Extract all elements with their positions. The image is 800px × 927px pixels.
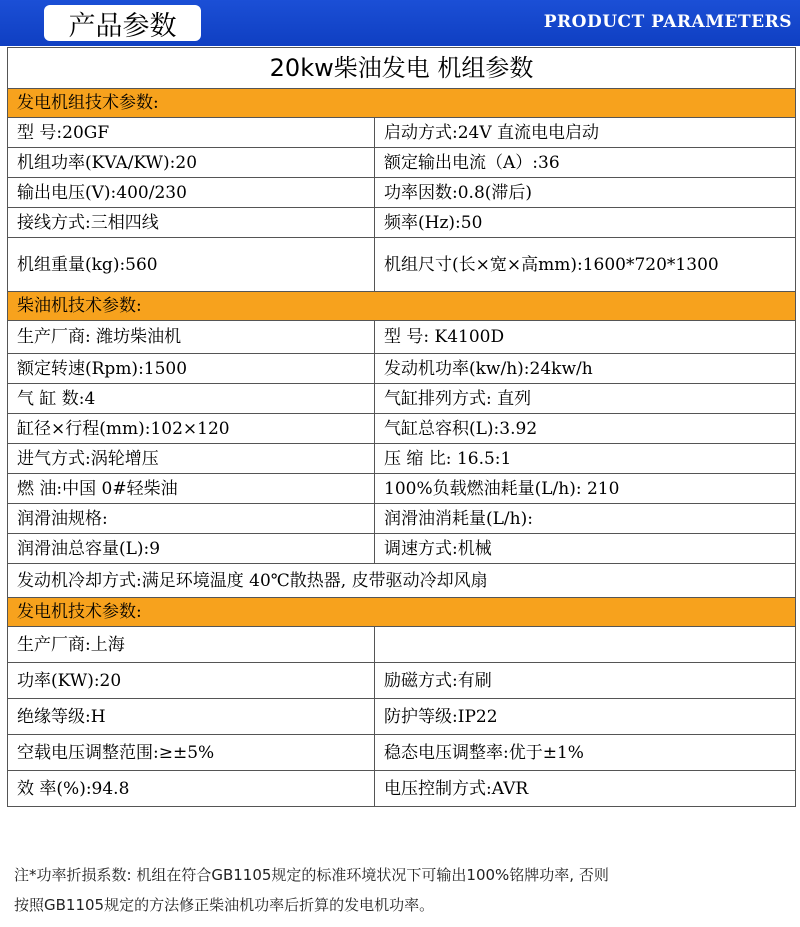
table-cell-full: 发动机冷却方式:满足环境温度 40℃散热器, 皮带驱动冷却风扇 [8,564,796,598]
section-header-row [8,292,796,321]
table-cell: 额定输出电流（A）:36 [375,148,796,178]
table-cell [375,627,796,663]
table-row [8,384,796,414]
table-row [8,474,796,504]
table-row [8,735,796,771]
footnote [14,860,794,920]
parameters-table [7,47,796,807]
table-cell: 发动机功率(kw/h):24kw/h [375,354,796,384]
table-cell: 频率(Hz):50 [375,208,796,238]
footnote-line: 按照GB1105规定的方法修正柴油机功率后折算的发电机功率。 [14,896,435,914]
section-diesel-engine: 柴油机技术参数: [8,292,796,321]
table-cell: 励磁方式:有刷 [375,663,796,699]
section-generator-set: 发电机组技术参数: [8,89,796,118]
table-cell: 额定转速(Rpm):1500 [8,354,375,384]
table-row [8,118,796,148]
table-cell: 调速方式:机械 [375,534,796,564]
table-cell: 型 号: K4100D [375,321,796,354]
table-row [8,178,796,208]
table-cell: 生产厂商:上海 [8,627,375,663]
table-row [8,208,796,238]
table-cell: 100%负载燃油耗量(L/h): 210 [375,474,796,504]
table-cell: 接线方式:三相四线 [8,208,375,238]
table-cell: 润滑油总容量(L):9 [8,534,375,564]
table-row [8,534,796,564]
table-row [8,699,796,735]
table-cell: 燃 油:中国 0#轻柴油 [8,474,375,504]
table-cell: 润滑油规格: [8,504,375,534]
table-cell: 气缸排列方式: 直列 [375,384,796,414]
table-cell: 机组尺寸(长×宽×高mm):1600*720*1300 [375,238,796,292]
section-header-row [8,89,796,118]
table-cell: 输出电压(V):400/230 [8,178,375,208]
table-cell: 功率(KW):20 [8,663,375,699]
table-row [8,148,796,178]
table-title: 20kw柴油发电 机组参数 [8,48,796,89]
table-row [8,564,796,598]
header-title: 产品参数 [44,5,201,41]
table-cell: 生产厂商: 潍坊柴油机 [8,321,375,354]
table-cell: 型 号:20GF [8,118,375,148]
table-row [8,504,796,534]
footnote-line: 注*功率折损系数: 机组在符合GB1105规定的标准环境状况下可输出100%铭牌功率, 否则 [14,866,609,884]
header-subtitle-en: PRODUCT PARAMETERS [543,12,792,32]
table-row [8,354,796,384]
table-cell: 稳态电压调整率:优于±1% [375,735,796,771]
table-row [8,771,796,807]
page-header [0,0,800,46]
table-cell: 机组功率(KVA/KW):20 [8,148,375,178]
table-cell: 气缸总容积(L):3.92 [375,414,796,444]
section-alternator: 发电机技术参数: [8,598,796,627]
table-row [8,627,796,663]
table-cell: 效 率(%):94.8 [8,771,375,807]
table-cell: 进气方式:涡轮增压 [8,444,375,474]
table-row [8,321,796,354]
table-cell: 绝缘等级:H [8,699,375,735]
table-cell: 缸径×行程(mm):102×120 [8,414,375,444]
table-cell: 防护等级:IP22 [375,699,796,735]
table-cell: 润滑油消耗量(L/h): [375,504,796,534]
table-cell: 启动方式:24V 直流电电启动 [375,118,796,148]
table-row [8,663,796,699]
table-title-row [8,48,796,89]
table-cell: 压 缩 比: 16.5:1 [375,444,796,474]
table-cell: 空载电压调整范围:≥±5% [8,735,375,771]
table-cell: 机组重量(kg):560 [8,238,375,292]
table-cell: 电压控制方式:AVR [375,771,796,807]
table-row [8,444,796,474]
table-row [8,414,796,444]
table-cell: 功率因数:0.8(滞后) [375,178,796,208]
table-row [8,238,796,292]
table-cell: 气 缸 数:4 [8,384,375,414]
section-header-row [8,598,796,627]
